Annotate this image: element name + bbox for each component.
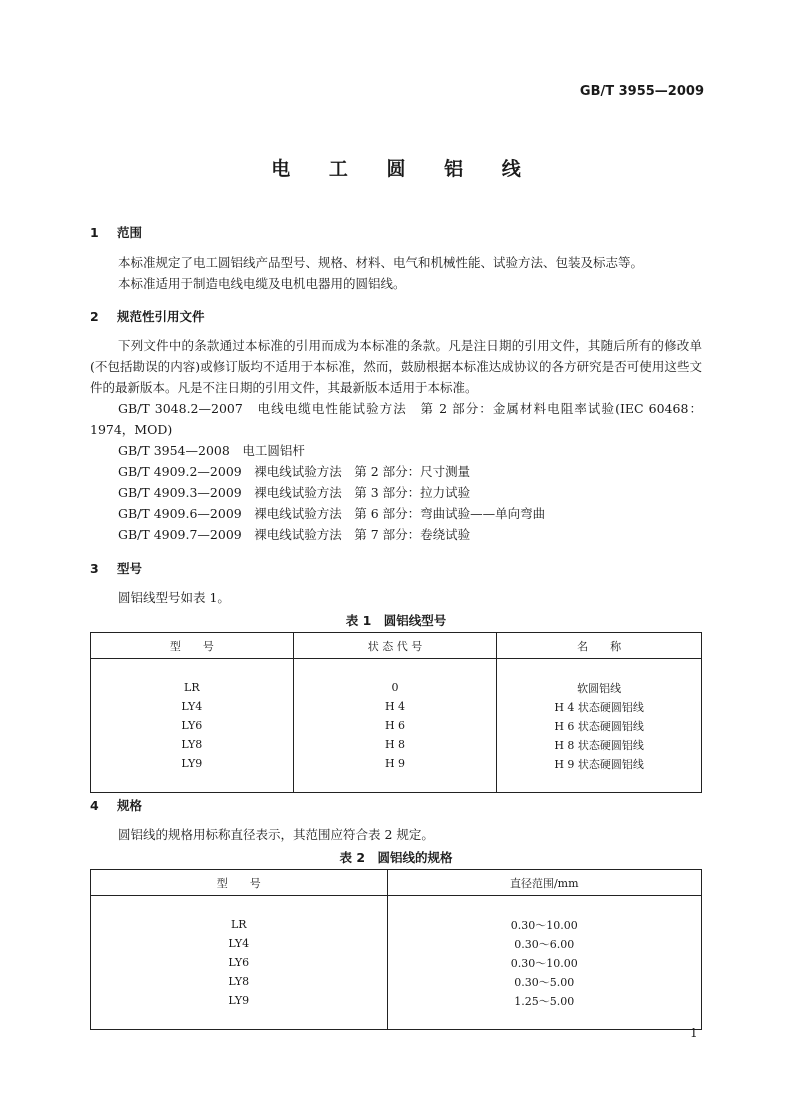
table-cell: 0.30～5.00 — [387, 972, 702, 991]
reference-item: GB/T 4909.7—2009 裸电线试验方法 第 7 部分：卷绕试验 — [118, 527, 471, 542]
section-heading-2 — [90, 307, 205, 325]
reference-item: GB/T 4909.2—2009 裸电线试验方法 第 2 部分：尺寸测量 — [118, 464, 471, 479]
table-row — [91, 972, 702, 991]
table-row — [91, 697, 702, 716]
model-table — [90, 632, 702, 793]
table-row — [91, 953, 702, 972]
table-row — [91, 915, 702, 934]
section-title: 规格 — [117, 798, 143, 813]
table-cell: H 8 状态硬圆铝线 — [497, 735, 702, 754]
table-cell: H 6 状态硬圆铝线 — [497, 716, 702, 735]
table-caption: 表 1 圆铝线型号 — [345, 613, 447, 628]
table-cell: LY6 — [228, 956, 250, 969]
section-number: 2 — [90, 309, 99, 324]
section-title: 规范性引用文件 — [117, 309, 205, 324]
section-title: 范围 — [117, 225, 143, 240]
table-row — [91, 678, 702, 697]
table-cell: H 8 — [293, 735, 497, 754]
column-header: 型 号 — [91, 870, 388, 896]
table-cell: 1.25～5.00 — [387, 991, 702, 1010]
table-cell: H 9 状态硬圆铝线 — [497, 754, 702, 773]
table-row — [91, 754, 702, 773]
table-cell: H 4 — [293, 697, 497, 716]
table-cell: LY9 — [181, 757, 203, 770]
reference-item: GB/T 3954—2008 电工圆铝杆 — [118, 443, 305, 458]
table-cell: LY8 — [228, 975, 250, 988]
table-cell: LR — [184, 681, 200, 694]
table-header-row — [91, 870, 702, 896]
table-cell: LY8 — [181, 738, 203, 751]
table-row — [91, 735, 702, 754]
section-heading-3 — [90, 559, 142, 577]
table-cell: 0.30～10.00 — [387, 915, 702, 934]
page-number: 1 — [690, 1026, 698, 1040]
column-header: 状 态 代 号 — [293, 633, 497, 659]
spacer-row — [91, 1010, 702, 1030]
table-cell: LY6 — [181, 719, 203, 732]
reference-item: GB/T 4909.3—2009 裸电线试验方法 第 3 部分：拉力试验 — [118, 485, 471, 500]
table-cell: LY4 — [228, 937, 250, 950]
table-cell: H 9 — [293, 754, 497, 773]
section-number: 1 — [90, 225, 99, 240]
table-caption: 表 2 圆铝线的规格 — [339, 850, 453, 865]
table-cell: 0 — [293, 678, 497, 697]
paragraph: 圆铝线的规格用标称直径表示，其范围应符合表 2 规定。 — [118, 827, 434, 842]
section-number: 4 — [90, 798, 99, 813]
reference-item: GB/T 4909.6—2009 裸电线试验方法 第 6 部分：弯曲试验——单向弯曲 — [118, 506, 546, 521]
standard-code: GB/T 3955—2009 — [579, 84, 704, 99]
paragraph: 本标准适用于制造电线电缆及电机电器用的圆铝线。 — [118, 276, 406, 291]
paragraph: 本标准规定了电工圆铝线产品型号、规格、材料、电气和机械性能、试验方法、包装及标志等。 — [118, 255, 644, 270]
section-heading-1 — [90, 223, 142, 241]
table-cell: 软圆铝线 — [497, 678, 702, 697]
spacer-row — [91, 773, 702, 793]
spacer-row — [91, 659, 702, 679]
table-cell: H 6 — [293, 716, 497, 735]
table-row — [91, 716, 702, 735]
table-row — [91, 934, 702, 953]
specification-table — [90, 869, 702, 1030]
column-header: 直径范围/mm — [387, 870, 702, 896]
section-number: 3 — [90, 561, 99, 576]
paragraph: 下列文件中的条款通过本标准的引用而成为本标准的条款。凡是注日期的引用文件，其随后所有的修改单(不包括勘误的内容)或修订版均不适用于本标准，然而，鼓励根据本标准达成协议的各方研究是否可使用这些文件的最新版本。凡是不注日期的引用文件，其最新版本适用于本标准。 — [90, 338, 702, 395]
table-cell: LY4 — [181, 700, 203, 713]
spacer-row — [91, 896, 702, 916]
table-header-row — [91, 633, 702, 659]
section-title: 型号 — [117, 561, 143, 576]
section-heading-4 — [90, 796, 142, 814]
paragraph: 圆铝线型号如表 1。 — [118, 590, 230, 605]
table-row — [91, 991, 702, 1010]
column-header: 型 号 — [91, 633, 294, 659]
table-cell: LY9 — [228, 994, 250, 1007]
table-cell: 0.30～6.00 — [387, 934, 702, 953]
reference-item: GB/T 3048.2—2007 电线电缆电性能试验方法 第 2 部分：金属材料电阻率试验(IEC 60468：1974，MOD) — [90, 401, 702, 437]
document-title: 电 工 圆 铝 线 — [271, 158, 537, 180]
table-cell: 0.30～10.00 — [387, 953, 702, 972]
column-header: 名 称 — [497, 633, 702, 659]
table-cell: H 4 状态硬圆铝线 — [497, 697, 702, 716]
table-cell: LR — [230, 918, 247, 931]
